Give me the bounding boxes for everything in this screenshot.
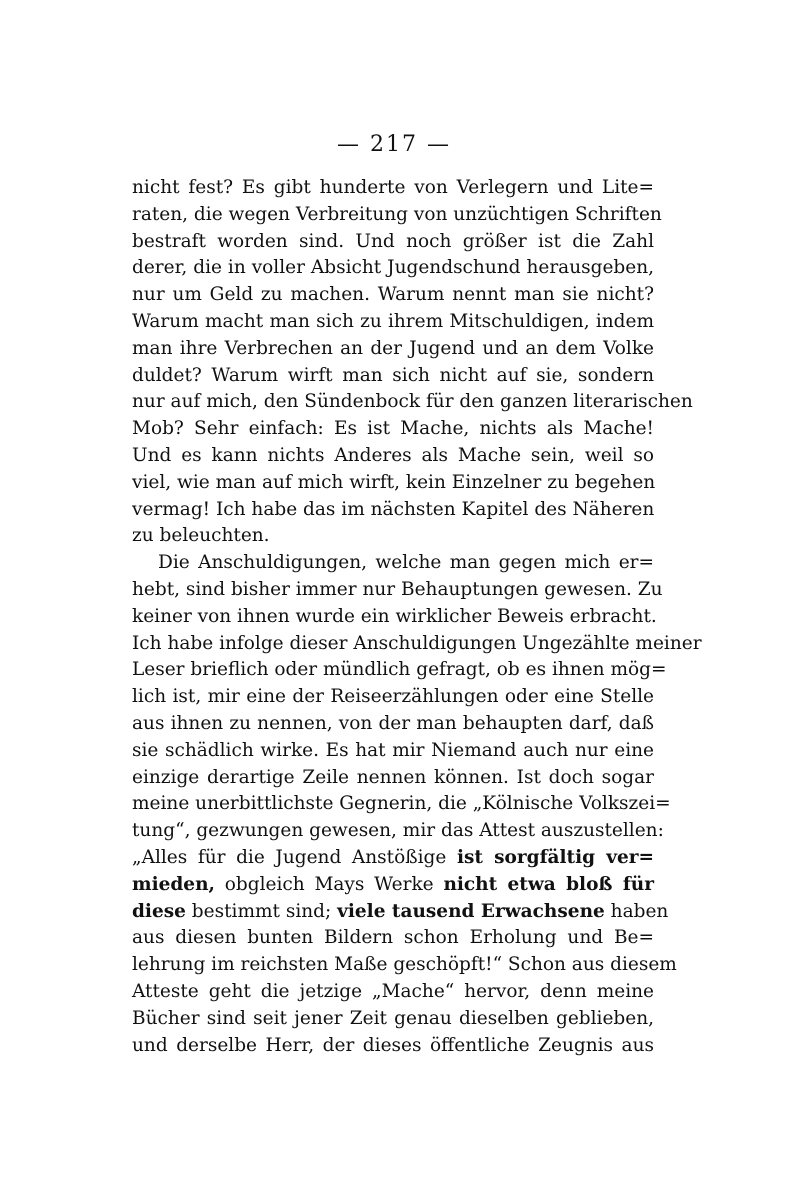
text-segment: bestraft worden sind. Und noch größer ist die Zahl <box>132 230 654 252</box>
text-line <box>132 791 671 818</box>
text-line <box>132 979 654 1006</box>
text-segment: zu beleuchten. <box>132 525 270 547</box>
text-segment: derer, die in voller Absicht Jugendschund herausgeben, <box>132 257 654 279</box>
text-line <box>132 577 663 604</box>
text-segment: viel, wie man auf mich wirft, kein Einzelner zu begehen <box>132 471 656 493</box>
text-line <box>132 657 667 684</box>
text-line <box>132 255 654 282</box>
text-line <box>132 175 654 202</box>
text-line <box>132 523 654 550</box>
text-segment: keiner von ihnen wurde ein wirklicher Beweis erbracht. <box>132 605 657 627</box>
text-segment: bestimmt sind; <box>185 900 338 922</box>
text-line <box>132 631 702 658</box>
text-segment: lich ist, mir eine der Reiseerzählungen oder eine Stelle <box>132 686 654 708</box>
text-line <box>132 363 654 390</box>
text-segment: meine unerbittlichste Gegnerin, die „Kölnische Volkszei= <box>132 793 671 815</box>
text-line <box>132 952 677 979</box>
text-segment: Ich habe infolge dieser Anschuldigungen Ungezählte meiner <box>132 632 702 654</box>
text-segment: einzige derartige Zeile nennen können. Ist doch sogar <box>132 766 654 788</box>
text-line <box>132 872 654 899</box>
text-segment: aus ihnen zu nennen, von der man behaupten darf, daß <box>132 712 654 734</box>
text-line <box>132 282 654 309</box>
text-segment: nur auf mich, den Sündenbock für den ganzen literarischen <box>132 391 693 413</box>
text-line <box>132 470 654 497</box>
text-line <box>132 684 654 711</box>
text-segment: aus diesen bunten Bildern schon Erholung und Be= <box>132 927 654 949</box>
text-line <box>132 818 664 845</box>
text-line <box>132 765 654 792</box>
emphasized-text: mieden, <box>132 873 215 895</box>
text-line <box>132 550 654 577</box>
text-segment: und derselbe Herr, der dieses öffentliche Zeugnis aus <box>132 1034 654 1056</box>
emphasized-text: diese <box>132 900 186 922</box>
text-line <box>132 336 654 363</box>
text-segment: Bücher sind seit jener Zeit genau dieselben geblieben, <box>132 1007 654 1029</box>
emphasized-text: nicht etwa bloß für <box>443 873 654 895</box>
text-segment: tung“, gezwungen gewesen, mir das Attest auszustellen: <box>132 820 664 842</box>
emphasized-text: ist sorgfältig ver= <box>456 846 654 868</box>
text-segment: Atteste geht die jetzige „Mache“ hervor, denn meine <box>132 980 654 1002</box>
text-line <box>132 443 654 470</box>
emphasized-text: viele tausend Erwachsene <box>337 900 605 922</box>
text-segment: duldet? Warum wirft man sich nicht auf sie, sondern <box>132 364 654 386</box>
text-line <box>132 604 657 631</box>
text-segment: Und es kann nichts Anderes als Mache sein, weil so <box>132 444 654 466</box>
text-segment: Die Anschuldigungen, welche man gegen mich er= <box>158 552 654 574</box>
text-line <box>132 738 654 765</box>
text-segment: obgleich Mays Werke <box>214 873 444 895</box>
text-line <box>132 202 662 229</box>
text-segment: haben <box>604 900 669 922</box>
text-segment: man ihre Verbrechen an der Jugend und an dem Volke <box>132 337 654 359</box>
text-segment: vermag! Ich habe das im nächsten Kapitel des Näheren <box>132 498 655 520</box>
page-number: — 217 — <box>337 132 451 157</box>
text-line <box>132 497 654 524</box>
text-line <box>132 899 669 926</box>
text-segment: „Alles für die Jugend Anstößige <box>132 846 457 868</box>
text-segment: raten, die wegen Verbreitung von unzüchtigen Schriften <box>132 203 662 225</box>
text-line <box>132 416 654 443</box>
text-segment: nicht fest? Es gibt hunderte von Verlegern und Lite= <box>132 177 654 198</box>
text-line <box>132 389 693 416</box>
text-segment: hebt, sind bisher immer nur Behauptungen gewesen. Zu <box>132 578 663 600</box>
text-line <box>132 1033 654 1060</box>
text-segment: sie schädlich wirke. Es hat mir Niemand auch nur eine <box>132 739 654 761</box>
text-line <box>132 925 654 952</box>
text-segment: Mob? Sehr einfach: Es ist Mache, nichts als Mache! <box>132 418 654 440</box>
text-segment: Leser brieflich oder mündlich gefragt, ob es ihnen mög= <box>132 659 667 681</box>
text-line <box>132 845 654 872</box>
text-segment: lehrung im reichsten Maße geschöpft!“ Schon aus diesem <box>132 954 677 976</box>
text-line <box>132 309 654 336</box>
text-line <box>132 711 654 738</box>
text-line <box>132 229 654 256</box>
text-segment: Warum macht man sich zu ihrem Mitschuldigen, indem <box>132 310 654 332</box>
text-segment: nur um Geld zu machen. Warum nennt man sie nicht? <box>132 284 654 306</box>
text-line <box>132 1006 654 1033</box>
body-text <box>132 175 702 1059</box>
